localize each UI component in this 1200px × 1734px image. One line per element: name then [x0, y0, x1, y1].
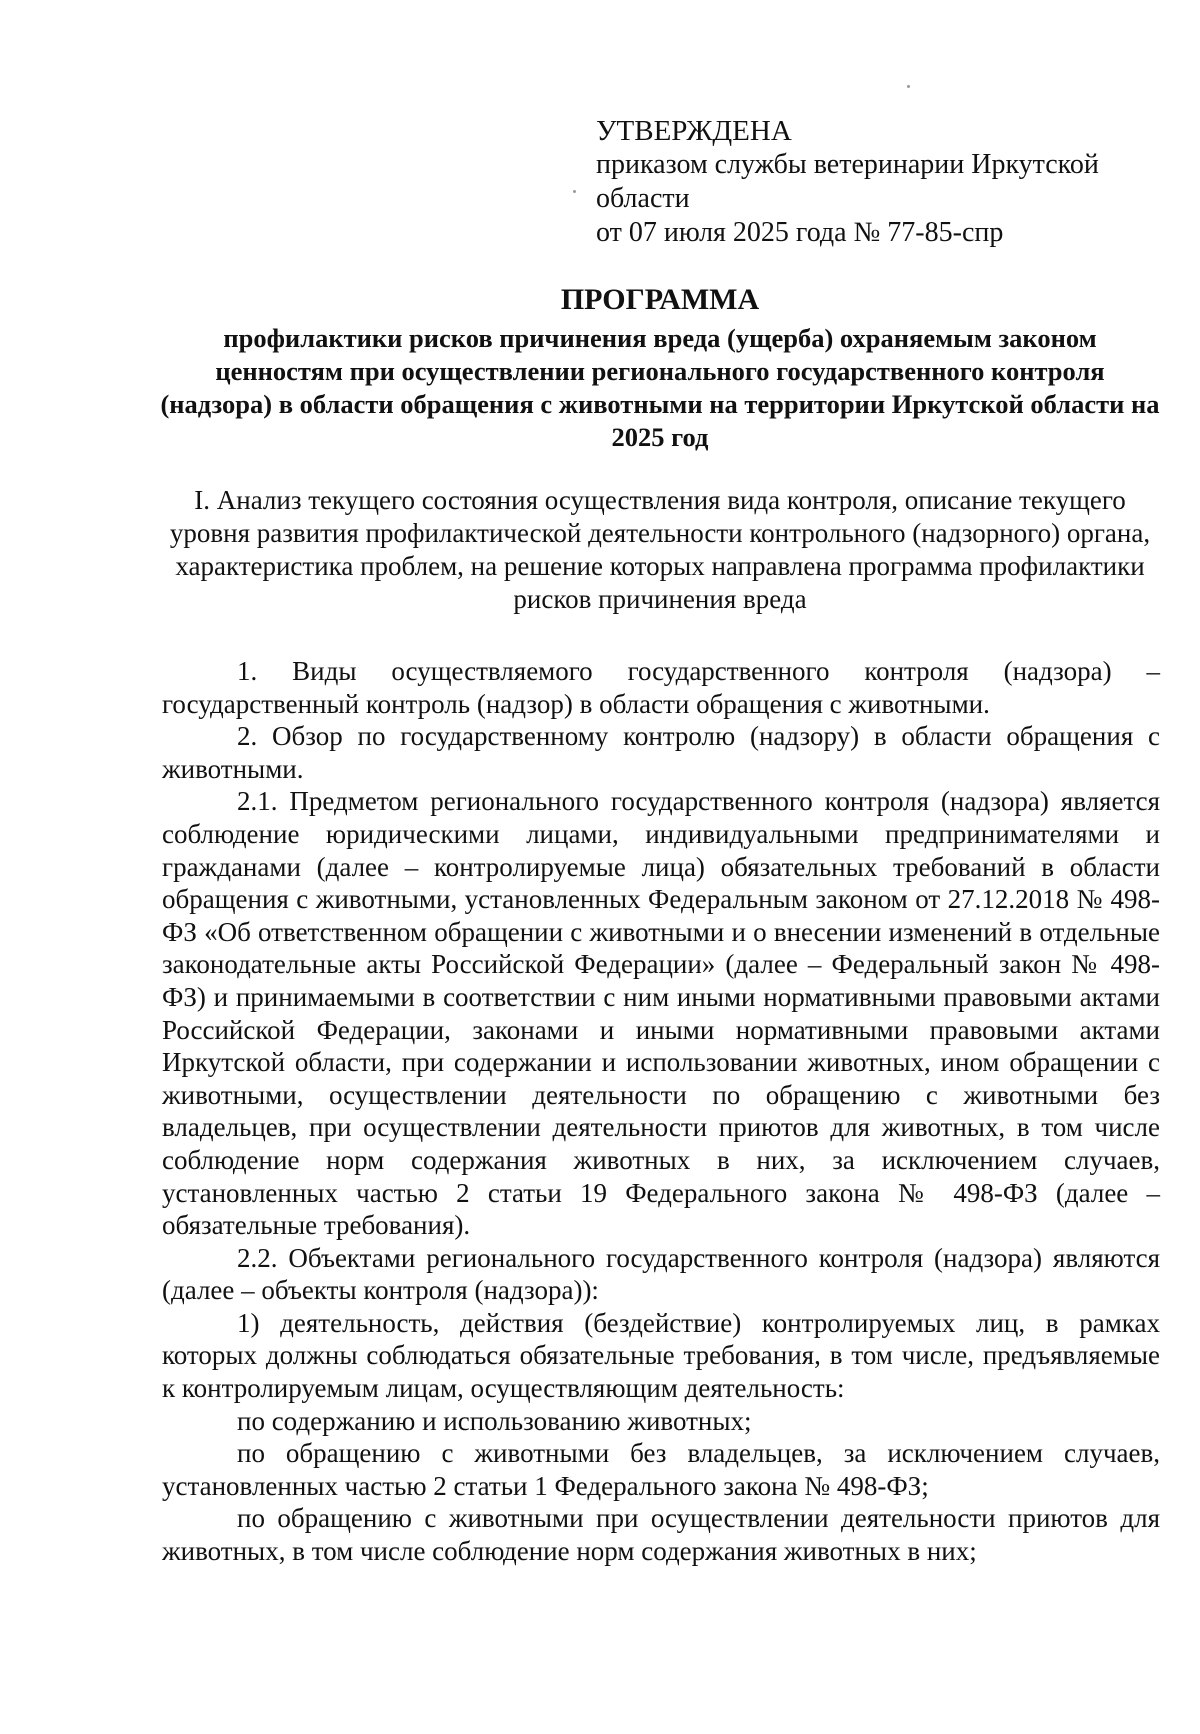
paragraph-2: 2. Обзор по государственному контролю (надзору) в области обращения с животными. — [162, 721, 1160, 784]
document-subtitle: профилактики рисков причинения вреда (ущерба) охраняемым законом ценностям при осуществлении регионального государственного контроля (надзора) в области обращения с животными на территории Иркутской области на 2025 год — [160, 323, 1160, 452]
paragraph-item-shelters: по обращению с животными при осуществлении деятельности приютов для животных, в том числе соблюдение норм содержания животных в них; — [162, 1503, 1160, 1567]
paragraph-item-1: 1) деятельность, действия (бездействие) контролируемых лиц, в рамках которых должны соблюдаться обязательные требования, в том числе, предъявляемые к контролируемым лицам, осуществляющим деятельность: — [162, 1307, 1160, 1404]
paragraph-1: 1. Виды осуществляемого государственного контроля (надзора) – государственный контроль (надзор) в области обращения с животными. — [162, 656, 1160, 719]
scan-speck — [907, 85, 910, 88]
paragraph-2-2: 2.2. Объектами регионального государственного контроля (надзора) являются (далее – объекты контроля (надзора)): — [162, 1242, 1160, 1306]
approval-stamp-block — [596, 114, 1136, 250]
document-title: ПРОГРАММА — [560, 283, 760, 316]
approval-line-3: от 07 июля 2025 года № 77-85-спр — [596, 217, 1004, 248]
scan-speck — [573, 190, 576, 193]
approval-line-1: приказом службы ветеринарии Иркутской — [596, 149, 1099, 180]
approval-line-2: области — [596, 183, 690, 214]
paragraph-item-keeping: по содержанию и использованию животных; — [237, 1405, 752, 1436]
approval-label: УТВЕРЖДЕНА — [596, 115, 792, 147]
paragraph-2-1: 2.1. Предметом регионального государственного контроля (надзора) является соблюдение юридическими лицами, индивидуальными предпринимателями и гражданами (далее – контролируемые лица) обязательных требований в области обращения с животными, установленных Федеральным законом от 27.12.2018 № 498-ФЗ «Об ответственном обращении с животными и о внесении изменений в отдельные законодательные акты Российской Федерации» (далее – Федеральный закон № 498-ФЗ) и принимаемыми в соответствии с ним иными нормативными правовыми актами Российской Федерации, законами и иными нормативными правовыми актами Иркутской области, при содержании и использовании животных, ином обращении с животными, осуществлении деятельности по обращению с животными без владельцев, при осуществлении деятельности приютов для животных, в том числе соблюдение норм содержания животных в них, за исключением случаев, установленных частью 2 статьи 19 Федерального закона № 498-ФЗ (далее – обязательные требования). — [162, 786, 1160, 1241]
paragraph-item-ownerless: по обращению с животными без владельцев, за исключением случаев, установленных частью 2 статьи 1 Федерального закона № 498-ФЗ; — [162, 1438, 1160, 1501]
section-heading: I. Анализ текущего состояния осуществления вида контроля, описание текущего уровня развития профилактической деятельности контрольного (надзорного) органа, характеристика проблем, на решение которых направлена программа профилактики рисков причинения вреда — [169, 485, 1151, 614]
body-text — [162, 655, 1160, 1568]
title-block — [160, 280, 1160, 454]
